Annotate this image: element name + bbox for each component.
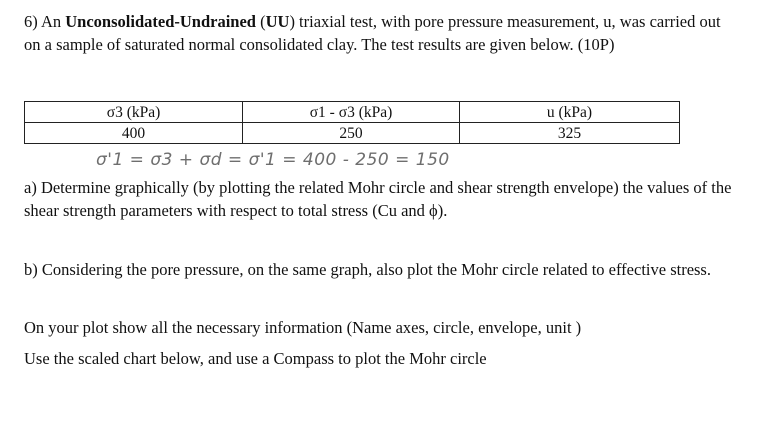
header-sigma3: σ3 (kPa) — [25, 102, 243, 123]
part-a-text: a) Determine graphically (by plotting the related Mohr circle and shear strength envelope) the values of the shear strength parameters with respect to total stress (Cu and ϕ). — [24, 178, 732, 220]
cell-pore-pressure: 325 — [460, 123, 680, 144]
plot-instruction-text: On your plot show all the necessary information (Name axes, circle, envelope, unit ) — [24, 318, 582, 337]
test-results-table — [24, 101, 680, 144]
cell-sigma3: 400 — [25, 123, 243, 144]
intro-text-start: An — [40, 12, 66, 31]
test-abbrev-bold: UU — [265, 12, 290, 31]
handwritten-note: σ'1 = σ3 + σd = σ'1 = 400 - 250 = 150 — [96, 150, 450, 170]
intro-text-rest: ) triaxial test, with pore pressure measurement, u, was carried out on a sample of saturated normal consolidated clay. The test results are given below. (10P) — [24, 12, 721, 54]
question-number: 6) — [24, 12, 38, 31]
question-intro — [24, 10, 738, 56]
header-pore-pressure: u (kPa) — [460, 102, 680, 123]
table-row — [25, 123, 680, 144]
cell-deviator-stress: 250 — [243, 123, 460, 144]
intro-paren-open: ( — [255, 12, 266, 31]
table-header-row — [25, 102, 680, 123]
test-name-bold: Unconsolidated-Undrained — [65, 12, 256, 31]
scale-instruction-text: Use the scaled chart below, and use a Compass to plot the Mohr circle — [24, 349, 487, 368]
part-b-text: b) Considering the pore pressure, on the same graph, also plot the Mohr circle related to effective stress. — [24, 260, 711, 279]
header-deviator-stress: σ1 - σ3 (kPa) — [243, 102, 460, 123]
